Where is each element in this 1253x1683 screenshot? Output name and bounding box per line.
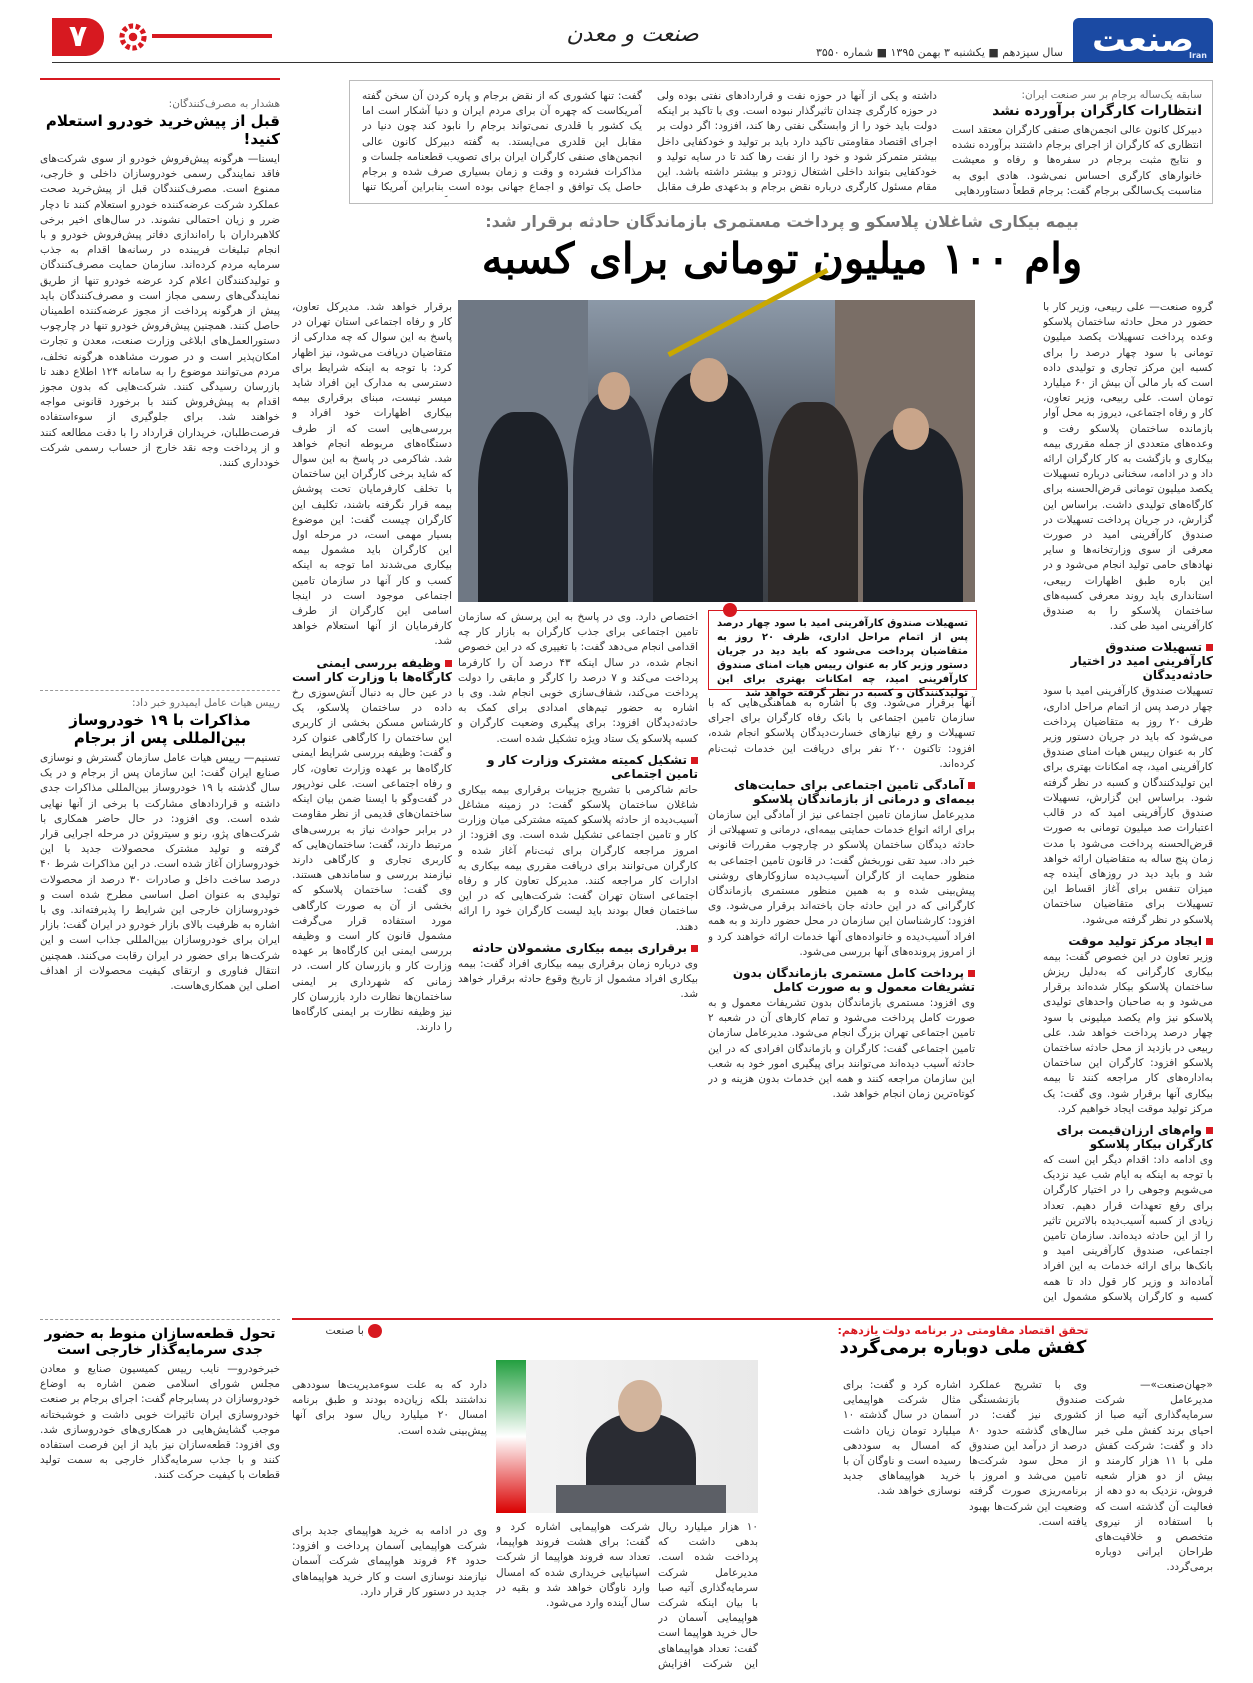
caption-text: تسهیلات صندوق کارآفرینی امید با سود چهار درصد پس از اتمام مراحل اداری، ظرف ۲۰ روز به متقاضیان پرداخت می‌شود که باید دید در جریان دستور وزیر کار به عنوان رییس هیات امنای صندوق کارآفرینی امید، چه امکانات بهتری برای این تولیدکنندگان و کسبه در نظر گرفته خواهد شد xyxy=(717,618,968,699)
section-title: صنعت و معدن xyxy=(566,22,699,47)
gear-icon xyxy=(116,20,150,54)
main-col-1-text: وی ادامه داد: اقدام دیگر این است که با توجه به اینکه به ایام شب عید نزدیک می‌شویم وجوهی را در اختیار کارگران برای رفع تعهدات قرار دهیم. تعداد زیادی از کسبه آسیب‌دیده بالاترین تاثیر را از این حادثه دیده‌اند. سازمان تامین اجتماعی، صندوق کارآفرینی امید و بانک‌ها برای ارائه خدمات به این افراد آماده‌اند و وزیر کار قول داد تا همه کسبه و کارگران پلاسکو مشمول این xyxy=(1043,1153,1213,1303)
main-col-4 xyxy=(708,696,975,1305)
sidebar-divider xyxy=(40,690,280,691)
main-subhead: وظیفه بررسی ایمنی کارگاه‌ها با وزارت کار است xyxy=(292,655,452,684)
sidebar-text: خبرخودرو— نایب رییس کمیسیون صنایع و معادن مجلس شورای اسلامی ضمن اشاره به اوضاع خودروسازان در پسابرجام گفت: اجرای برجام بر صنعت خودروسازی ایران تاثیرات خوبی داشت و خوشبختانه موجب گشایش‌هایی در همکاری‌های خودروسازی شد. وی افزود: قطعه‌سازان نیز باید از این فرصت استفاده کنند و با جذب سرمایه‌گذار خارجی به سمت تولید قطعات با کیفیت حرکت کنند. xyxy=(40,1363,280,1482)
bottom-tag xyxy=(292,1324,382,1338)
bottom-col-3: اشاره کرد و گفت: برای مثال شرکت هواپیمایی آسمان در سال گذشته ۱۰ میلیارد تومان زیان داشت که امسال به سوددهی رسیده است و ناوگان آن با خرید هواپیماهای جدید نوسازی خواهد شد. xyxy=(843,1379,961,1498)
main-subhead: پرداخت کامل مستمری بازماندگان بدون تشریفات معمول و به صورت کامل xyxy=(708,966,975,994)
page-number: ۷ xyxy=(52,18,104,56)
photo-face xyxy=(690,358,728,402)
main-headline-block xyxy=(351,212,1213,287)
bottom-col-2: وی با تشریح عملکرد صندوق بازنشستگی کشوری نیز گفت: در سال‌های گذشته حدود ۸۰ درصد از درآمد این صندوق از محل سود شرکت‌ها تامین می‌شد و امروز با برنامه‌ریزی صورت گرفته وضعیت این شرکت‌ها بهبود یافته است. xyxy=(969,1379,1087,1528)
sidebar-kicker: رییس هیات عامل ایمیدرو خبر داد: xyxy=(131,697,280,709)
search-icon xyxy=(723,603,737,617)
main-photo xyxy=(458,300,975,602)
top-story-title: انتظارات کارگران برآورده نشد xyxy=(992,103,1202,119)
main-col-1-text: تسهیلات صندوق کارآفرینی امید با سود چهار درصد پس از اتمام مراحل اداری، ظرف ۲۰ روز به متقاضیان پرداخت می‌شود که باید در جریان دستور وزیر کار به عنوان رییس هیات امنای صندوق کارآفرینی امید، چه امکانات بهتری برای این تولیدکنندگان و کسبه در نظر گرفته شود. براساس این گزارش، تسهیلات صندوق کارآفرینی امید که در قالب اعتبارات صد میلیون تومانی به صورت قرض‌الحسنه پرداخت می‌شود با مدت زمان پنج ساله به متقاضیان ارائه خواهد شد و باید دید در روزهای آینده چه میزان تنفس برای آغاز اقساط این تسهیلات برای متقاضیان ساختمان پلاسکو در نظر گرفته می‌شود. xyxy=(1043,685,1213,926)
bottom-title: کفش ملی دوباره برمی‌گردد xyxy=(839,1337,1087,1358)
main-col-1-text: وزیر تعاون در این خصوص گفت: بیمه بیکاری کارگرانی که به‌دلیل ریزش ساختمان پلاسکو بیکار شده‌اند برقرار می‌شود و به صاحبان واحدهای تولیدی پلاسکو نیز وام یکصد میلیونی با سود چهار درصد پرداخت خواهد شد. علی ربیعی در بازدید از محل حادثه ساختمان پلاسکو افزود: کارگران این ساختمان به‌اداره‌های کار مراجعه کنند تا بیمه بیکاری آنها برقرار شود. وی گفت: یک مرکز تولید موقت ایجاد خواهیم کرد. xyxy=(1043,950,1213,1115)
sidebar-title: مذاکرات با ۱۹ خودروساز بین‌المللی پس از برجام xyxy=(69,711,251,747)
top-story-col-1 xyxy=(952,89,1202,199)
sidebar-kicker: هشدار به مصرف‌کنندگان: xyxy=(168,98,280,110)
photo-person xyxy=(863,427,963,602)
bottom-col-5: ۱۰ هزار میلیارد ریال بدهی داشت که پرداخت شده است. مدیرعامل شرکت سرمایه‌گذاری آتیه صبا با بیان اینکه شرکت هواپیمایی آسمان در حال خرید هواپیما است گفت: تعداد هواپیماهای این شرکت افزایش xyxy=(658,1521,758,1670)
left-sidebar xyxy=(40,78,280,1673)
sidebar-title: قبل از پیش‌خرید خودرو استعلام کنید! xyxy=(45,112,280,148)
header-rule xyxy=(52,62,1213,63)
logo-text: صنعت xyxy=(1092,20,1194,60)
main-col-2 xyxy=(292,300,452,1305)
bottom-headline xyxy=(713,1324,1213,1358)
main-col-3-text: وی درباره زمان برقراری بیمه بیکاری افراد گفت: بیمه بیکاری افراد مشمول از تاریخ وقوع حادثه برقرار خواهد شد. xyxy=(458,957,698,1001)
bottom-col-6: شرکت هواپیمایی اشاره کرد و گفت: برای هشت فروند هواپیما، تعداد سه فروند هواپیما از شرکت اسپانیایی خریداری شده که امسال وارد ناوگان خواهد شد و بقیه در سال آینده وارد می‌شود. xyxy=(496,1521,650,1610)
main-subhead: تشکیل کمیته مشترک وزارت کار و تامین اجتماعی xyxy=(458,753,698,781)
main-col-4-text: وی افزود: مستمری بازماندگان بدون تشریفات معمول و به صورت کامل پرداخت می‌شود و تمام کارهای آن در شعبه ۲ تامین اجتماعی تهران بزرگ انجام می‌شود. مدیرعامل سازمان تامین اجتماعی گفت: کارگران و بازماندگان افرادی که در این حادثه آسیب دیده‌اند می‌توانند برای پیگیری امور خود به شعب این سازمان مراجعه کنند و همه این خدمات بدون هزینه و در کوتاه‌ترین زمان انجام خواهد شد. xyxy=(708,997,975,1101)
main-subhead: وام‌های ارزان‌قیمت برای کارگران بیکار پلاسکو xyxy=(1043,1123,1213,1151)
main-subhead: آمادگی تامین اجتماعی برای حمایت‌های بیمه‌ای و درمانی از بازماندگان پلاسکو xyxy=(708,778,975,806)
main-col-4-text: مدیرعامل سازمان تامین اجتماعی نیز از آمادگی این سازمان برای ارائه انواع خدمات حمایتی بیمه‌ای، درمانی و تسهیلاتی از حادثه دیدگان ساختمان پلاسکو در چارچوب مقررات قانونی خبر داد. سید تقی نوربخش گفت: در قانون تامین اجتماعی به منظور حمایت از کارگران آسیب‌دیده سازوکارهای روشنی پیش‌بینی شده و به همین منظور مستمری بازماندگان کارگرانی که در این حادثه جان باخته‌اند برقرار می‌شود. وی افزود: کارشناسان این سازمان در محل حضور دارند و به همه افراد آسیب‌دیده و خانواده‌های آنها خدمات ارائه خواهند کرد و از امروز پرونده‌های آنها بررسی می‌شود. xyxy=(708,809,975,958)
page-header xyxy=(52,18,1213,66)
sidebar-divider xyxy=(40,1319,280,1320)
bottom-kicker: تحقق اقتصاد مقاومتی در برنامه دولت یازدهم: xyxy=(837,1324,1089,1337)
sidebar-rule xyxy=(40,78,280,94)
bottom-tag-label: با صنعت xyxy=(325,1324,364,1337)
main-title: وام ۱۰۰ میلیون تومانی برای کسبه xyxy=(481,234,1083,283)
main-intro: گروه صنعت— علی ربیعی، وزیر کار با حضور در محل حادثه ساختمان پلاسکو وعده پرداخت تسهیلات یکصد میلیون تومانی با سود چهار درصد را برای کسبه این مرکز تجاری و تولیدی داده است که بار مالی آن بیش از ۶۰ میلیارد تومان است. علی ربیعی، وزیر تعاون، کار و رفاه اجتماعی، دیروز به محل آوار بازمانده ساختمان پلاسکو رفت و وعده‌های متعددی از جمله مقرری بیمه بیکاری و بازگشت به کار کارگران ارائه داد و در ادامه، سخنانی درباره تسهیلات یکصد میلیون تومانی قرض‌الحسنه برای کارگاه‌های تولیدی داشت. براساس این گزارش، در جریان پرداخت تسهیلات در صندوق کارآفرینی امید در صورت معرفی از سوی وزارتخانه‌ها و سایر نهادهای حامی تولید انجام می‌شود و در این باره طبق اظهارات ربیعی، استانداری باید روند معرفی کسبه‌های ساختمان پلاسکو را به صندوق کارآفرینی امید طی کند. xyxy=(1043,301,1213,633)
masthead-logo xyxy=(1073,18,1213,62)
photo-face xyxy=(598,372,630,410)
photo-flag xyxy=(496,1360,526,1513)
photo-table xyxy=(556,1485,726,1513)
header-red-bar xyxy=(152,34,272,38)
top-story-box xyxy=(349,80,1213,204)
top-story-col-2: داشته و یکی از آنها در حوزه نفت و قراردادهای نفتی بوده ولی در حوزه کارگری چندان تاثیرگذار نبوده است. وی با تاکید بر اینکه دولت باید خود را از وابستگی نفتی رها کند، افزود: اگر دولت بر اجرای اقتصاد مقاومتی تاکید دارد باید بر تولید و خودکفایی داخل بیشتر متمرکز شود و خود را از نفت رها کند تا در سایه تولید و خودکفایی بتواند داخلی اشتغال زودتر و بیشتر داشته باشد. این مقام مسئول کارگری درباره نقض برجام و بدعهدی طرف مقابل xyxy=(657,90,937,194)
main-subhead: تسهیلات صندوق کارآفرینی امید در اختیار حادثه‌دیدگان xyxy=(1043,640,1213,682)
main-col-2-text: برقرار خواهد شد. مدیرکل تعاون، کار و رفاه اجتماعی استان تهران در پاسخ به این سوال که چه مدارکی از متقاضیان دریافت می‌شود، نیز اظهار کرد: با توجه به اینکه شرایط برای دسترسی به مدارک این افراد شاید میسر نیست، مبنای برقراری بیمه بیکاری اظهارات خود افراد و بررسی‌هایی است که از طرف دستگاه‌های مربوطه انجام خواهد شد. شاکرمی در پاسخ به این سوال که شاید برخی کارگران این ساختمان با تخلف کارفرمایان تحت پوشش بیمه قرار نگرفته باشند، تکلیف این کارگران چیست گفت: این موضوع بسیار مهمی است، در مرحله اول این کارگران باید مشمول بیمه بیکاری می‌شدند اما توجه به اینکه کسب و کار آنها در سازمان تامین اجتماعی موجود است در اینجا اسامی این کارگران از طرف کارفرمایان از آنها استعلام خواهد شد. xyxy=(292,301,452,648)
main-subhead: ایجاد مرکز تولید موقت xyxy=(1043,934,1213,948)
bottom-col-1: «جهان‌صنعت»— مدیرعامل شرکت سرمایه‌گذاری آتیه صبا از احیای برند کفش ملی خبر داد و گفت: شرکت کفش ملی با ۱۱ هزار کارمند و بیش از دو هزار شعبه فروش، نزدیک به دو دهه از فعالیت آن گذشته است که با استفاده از نیروی متخصص و خلاقیت‌های طراحان ایرانی دوباره برمی‌گردد. xyxy=(1095,1379,1213,1574)
bottom-col-7: وی در ادامه به خرید هواپیمای جدید برای شرکت هواپیمایی آسمان پرداخت و افزود: حدود ۶۴ فروند هواپیمای شرکت آسمان نیازمند نوسازی است و کار خرید هواپیماهای جدید در دستور کار قرار دارد. xyxy=(292,1525,487,1598)
main-subhead: برقراری بیمه بیکاری مشمولان حادثه xyxy=(458,941,698,955)
main-col-1 xyxy=(1043,300,1213,1305)
main-col-2-text: در عین حال به دنبال آتش‌سوزی رخ داده در ساختمان پلاسکو، یک کارشناس مسکن بخشی از کاربری این ساختمان را کارگاهی عنوان کرد و گفت: وظیفه بررسی شرایط ایمنی کارگاه‌ها بر عهده وزارت تعاون، کار و رفاه اجتماعی است. علی نوذرپور در گفت‌وگو با ایسنا ضمن بیان اینکه ساختمان‌های قدیمی از نظر مقاومت در برابر حوادث نیاز به بررسی‌های مرتبط دارند، گفت: ساختمان‌هایی که کاربری تجاری و کارگاهی دارند نیازمند بررسی و ساماندهی هستند. وی گفت: ساختمان پلاسکو که بخشی از آن به صورت کارگاهی مورد استفاده قرار می‌گرفت مشمول قانون کار است و وظیفه بررسی ایمنی این کارگاه‌ها بر عهده وزارت کار و بازرسان کار است. در زمانی که شهرداری بر ایمنی ساختمان‌ها نظارت دارد بازرسان کار نیز وظیفه نظارت بر ایمنی کارگاه‌ها را دارند. xyxy=(292,686,452,1034)
main-col-3-text: اختصاص دارد. وی در پاسخ به این پرسش که سازمان تامین اجتماعی برای جذب کارگران به بازار کار چه اقدامی انجام می‌دهد گفت: با تغییری که در این خصوص انجام شده، در سال اینکه ۴۳ درصد آن را کارفرما پرداخت می‌کند و ۷ درصد را کارگر و مابقی را دولت پرداخت می‌کند، شفاف‌سازی خوبی انجام شد. وی با اشاره به حضور تیم‌های امدادی برای کمک به حادثه‌دیدگان افزود: برای پیگیری وضعیت کارگران و کسبه پلاسکو یک ستاد ویژه تشکیل شده است. xyxy=(458,611,698,745)
photo-person xyxy=(573,392,653,602)
tag-icon xyxy=(368,1324,382,1338)
photo-person xyxy=(653,372,763,602)
top-story-lead: دبیرکل کانون عالی انجمن‌های صنفی کارگران معتقد است انتظاری که کارگران از اجرای برجام داشتند برآورده نشده و نتایج مثبت برجام در سفره‌ها و رفاه و معیشت خانوارهای کارگری احساس نمی‌شود. هادی ابوی به مناسبت یک‌سالگی برجام گفت: برجام قطعاً دستاوردهایی xyxy=(952,124,1202,197)
photo-person xyxy=(478,412,568,602)
photo-face xyxy=(893,408,929,450)
top-story-kicker: سابقه یک‌ساله برجام بر سر صنعت ایران: xyxy=(1021,89,1202,101)
main-col-4-text: آنها برقرار می‌شود. وی با اشاره به هماهنگی‌هایی که با سازمان تامین اجتماعی با بانک رفاه کارگران برای اجرای تسهیلات و رفع نیازهای خسارت‌دیدگان پلاسکو انجام شده، افزود: تاکنون ۲۰۰ نفر برای دریافت این خدمات ثبت‌نام کرده‌اند. xyxy=(708,697,975,770)
bottom-photo xyxy=(496,1360,758,1513)
main-col-3-text: حاتم شاکرمی با تشریح جزییات برقراری بیمه بیکاری شاغلان ساختمان پلاسکو گفت: در زمینه مشاغل آسیب‌دیده از حادثه پلاسکو کمیته مشترکی میان وزارت کار و تامین اجتماعی تشکیل شده است. وی افزود: از امروز مراجعه کارگران برای ثبت‌نام آغاز شده و کارگران می‌توانند برای دریافت مقرری بیمه بیکاری به ادارات کار مراجعه کنند. مدیرکل تعاون کار و رفاه اجتماعی استان تهران گفت: شرکت‌هایی که در این ساختمان فعال بودند باید لیست کارگران خود را ارائه دهند. xyxy=(458,783,698,933)
bottom-col-4: دارد که به علت سوءمدیریت‌ها سوددهی نداشتند بلکه زیان‌ده بودند و طبق برنامه امسال ۲۰ میلیارد ریال سود برای آنها پیش‌بینی شده است. xyxy=(292,1379,487,1437)
main-col-3 xyxy=(458,610,698,1305)
sidebar-title: تحول قطعه‌سازان منوط به حضور جدی سرمایه‌گذار خارجی است xyxy=(44,1326,276,1358)
logo-latin: Iran xyxy=(1188,51,1207,60)
main-kicker: بیمه بیکاری شاغلان پلاسکو و پرداخت مستمری بازماندگان حادثه برقرار شد: xyxy=(485,212,1079,231)
photo-person xyxy=(768,402,858,602)
sidebar-text: تسنیم— رییس هیات عامل سازمان گسترش و نوسازی صنایع ایران گفت: این سازمان پس از برجام و در یک سال گذشته با ۱۹ خودروساز بین‌المللی مذاکرات جدی داشته و قراردادهای مشارکت با برخی از آنها نهایی شده است. وی افزود: در حال حاضر همکاری با شرکت‌های پژو، رنو و سیتروئن در مرحله اجرایی قرار گرفته و تولید مشترک محصولات جدید با این خودروسازان آغاز شده است. در این مذاکرات شرط ۴۰ درصد ساخت داخل و صادرات ۳۰ درصد از محصولات تولیدی به عنوان اصل اساسی مطرح شده است و خودروسازان خارجی این شرایط را پذیرفته‌اند. وی با اشاره به ظرفیت بالای بازار خودرو در ایران گفت: بازار ایران برای خودروسازان بین‌المللی جذاب است و این شرکت‌ها برای حضور در ایران رقابت می‌کنند. همچنین انتقال فناوری و ارتقای کیفیت محصولات از اهداف اصلی این همکاری‌هاست. xyxy=(40,752,280,993)
caption-box xyxy=(708,610,977,699)
bottom-rule xyxy=(292,1318,1213,1320)
sidebar-text: ایسنا— هرگونه پیش‌فروش خودرو از سوی شرکت‌های فاقد نمایندگی رسمی خودروسازان داخلی و خارجی، ممنوع است. مصرف‌کنندگان قبل از پیش‌خرید صحت عملکرد شرکت عرضه‌کننده خودرو استعلام کنند تا دچار ضرر و زیان احتمالی نشوند. در سال‌های اخیر برخی کلاهبرداران با راه‌اندازی دفاتر پیش‌فروش خودرو و با انجام تبلیغات فریبنده در رسانه‌ها اقدام به جذب سرمایه مردم کرده‌اند. سازمان حمایت مصرف‌کنندگان و تولیدکنندگان اعلام کرد عرضه خودرو تنها از طریق نمایندگی‌های رسمی مجاز است و مصرف‌کنندگان باید پیش از هرگونه پرداخت از مجوز عرضه‌کننده اطمینان حاصل کنند. همچنین پیش‌فروش خودرو تنها در چارچوب دستورالعمل‌های ابلاغی وزارت صنعت، معدن و تجارت امکان‌پذیر است و در صورت مشاهده هرگونه تخلف، مردم می‌توانند موضوع را به سامانه ۱۲۴ اطلاع دهند تا بازرسان رسیدگی کنند. شرکت‌هایی که بدون مجوز اقدام به پیش‌فروش کنند با برخورد قانونی مواجه خواهند شد. برای جلوگیری از سوءاستفاده فرصت‌طلبان، خریداران قرارداد را با دقت مطالعه کنند و از پرداخت وجه نقد خارج از حساب رسمی شرکت خودداری کنند. xyxy=(40,153,280,470)
issue-line: سال سیزدهم ■ یکشنبه ۳ بهمن ۱۳۹۵ ■ شماره ۳۵۵۰ xyxy=(815,46,1063,59)
photo-face xyxy=(618,1380,662,1432)
top-story-col-3: گفت: تنها کشوری که از نقض برجام و پاره کردن آن سخن گفته آمریکاست که چهره آن برای مردم ایران و دنیا آشکار است اما یک کشور با قلدری نمی‌تواند برجام را نابود کند چون دنیا در مقابل این قلدری می‌ایستد. به گفته دبیرکل کانون عالی انجمن‌های صنفی کارگران ایران برای تصویب قطعنامه جلسات و مذاکرات فشرده و وقت و زمان بسیاری صرف شده و برجام حاصل یک توافق و اجماع جهانی بوده است بنابراین آمریکا تنها xyxy=(362,90,642,194)
